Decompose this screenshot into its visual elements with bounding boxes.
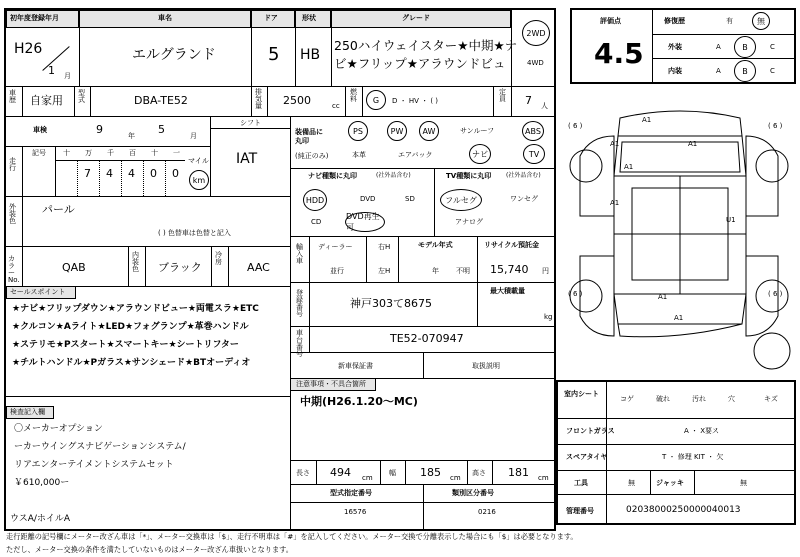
diag-note-2: ( 6 ): [768, 122, 783, 130]
odometer-unit-label: 万: [85, 149, 92, 157]
odometer-digit: 4: [106, 167, 113, 180]
inspector-line-3: リアエンターテイメントシステムセット: [14, 460, 174, 470]
category: 自家用: [30, 94, 63, 107]
jack-none: 無: [740, 479, 747, 487]
new-car-warranty: 新車保証書: [338, 362, 373, 370]
seat-item: 破れ: [656, 395, 670, 403]
interior-c: C: [770, 67, 775, 75]
inspector-line-2: ーカーウイングスナビゲーションシステム/: [14, 442, 186, 452]
repair-label: 修復歴: [664, 17, 685, 25]
first-reg-month-unit: 月: [64, 72, 71, 80]
tv-types-label: TV種類に丸印: [446, 172, 492, 180]
import-left-h: 左H: [378, 267, 391, 275]
sales-line-3: ★ステリモ★Pスタート★スマートキー★シートリフター: [12, 340, 239, 350]
exterior-b: B: [734, 36, 756, 58]
manual: 取扱説明: [472, 362, 500, 370]
tv-types-sub: (社外品含む): [506, 172, 541, 179]
interior-grade-label: 内装: [668, 67, 682, 75]
odometer-unit-label: 十: [151, 149, 158, 157]
import-dealer: ディーラー: [318, 243, 353, 251]
repair-none: 無: [752, 12, 770, 30]
seat-item: キズ: [764, 395, 778, 403]
color-label: 外装色: [9, 203, 16, 225]
height-value: 181: [508, 466, 529, 479]
diag-mark-right-door: U1: [726, 216, 736, 224]
equip-pw: PW: [387, 121, 407, 141]
navi-dvd-play: DVD再生可: [345, 212, 385, 232]
class-no-label: 類別区分番号: [452, 489, 494, 497]
glass-label: フロントガラス: [566, 427, 615, 435]
recycle-label: リサイクル預託金: [484, 241, 540, 249]
ac: AAC: [247, 261, 270, 274]
displacement-label: 排気量: [255, 88, 262, 110]
shape: HB: [300, 47, 321, 63]
navi-dvd: DVD: [360, 195, 376, 203]
shaken-year: 9: [96, 123, 103, 136]
sales-line-4: ★チルトハンドル★Pガラス★サンシェード★BTオーディオ: [12, 358, 251, 368]
repair-yes: 有: [726, 17, 733, 25]
fuel-g: G: [366, 90, 386, 110]
shift: IAT: [236, 151, 258, 167]
tv-oneseg: ワンセグ: [510, 195, 538, 203]
recycle-value: 15,740: [490, 263, 529, 276]
model: DBA-TE52: [134, 94, 188, 107]
interior-a: A: [716, 67, 721, 75]
score: 4.5: [594, 37, 644, 70]
shift-label: シフト: [240, 119, 261, 127]
type-no: 16576: [344, 508, 367, 516]
car-damage-diagram: [560, 96, 798, 374]
class-no: 0216: [478, 508, 496, 516]
mileage-label: 走行: [9, 157, 16, 172]
exterior-c: C: [770, 43, 775, 51]
mgmt-value: 02038000250000040013: [626, 505, 741, 515]
capacity-label: 定員: [499, 88, 506, 103]
car-name: エルグランド: [132, 47, 216, 63]
equipment-sub: (純正のみ): [295, 152, 329, 160]
diag-note-1: ( 6 ): [568, 122, 583, 130]
shaken-year-unit: 年: [128, 132, 135, 140]
diag-mark-rear: A1: [658, 293, 668, 301]
displacement: 2500: [283, 94, 311, 107]
equip-abs: ABS: [522, 121, 544, 141]
navi-cd: CD: [311, 218, 322, 226]
fuel-label: 燃料: [350, 88, 357, 103]
equip-ps: PS: [348, 121, 368, 141]
capacity-unit: 人: [541, 102, 548, 110]
tool-label: 工具: [574, 479, 588, 487]
height-label: 高さ: [472, 469, 486, 477]
shaken-month-unit: 月: [190, 132, 197, 140]
type-no-label: 型式指定番号: [330, 489, 372, 497]
shaken-month: 5: [158, 123, 165, 136]
inspector-line-1: 〇メーカーオプション: [14, 424, 103, 434]
mgmt-label: 管理番号: [566, 507, 594, 515]
glass-value: A ・ X要ス: [684, 427, 720, 435]
diag-note-4: ( 6 ): [768, 290, 783, 298]
km-unit: km: [189, 170, 209, 190]
diag-mark-bumper: A1: [674, 314, 684, 322]
shape-label: 形状: [302, 14, 316, 22]
equip-leather: 本革: [352, 151, 366, 159]
model-year-unit: 年: [432, 267, 439, 275]
max-load-unit: kg: [544, 313, 553, 321]
color-value: パール: [42, 203, 75, 216]
category-label: 車歴: [9, 89, 16, 104]
notes-value: 中期(H26.1.20〜MC): [300, 395, 418, 408]
length-unit: cm: [362, 474, 373, 482]
length-value: 494: [330, 466, 351, 479]
equip-navi: ナビ: [469, 144, 491, 164]
inspector-line-6: ウスA/ホイルA: [10, 514, 71, 524]
max-load-label: 最大積載量: [490, 287, 525, 295]
odometer-unit-label: 一: [173, 149, 180, 157]
registration-value: 神戸303て8675: [350, 297, 432, 310]
seat-item: コゲ: [620, 395, 634, 403]
fuel-options: D ・ HV ・ ( ): [392, 97, 439, 105]
import-label: 輸入車: [296, 243, 303, 265]
frame-label: 車台番号: [296, 329, 303, 358]
odometer-digit: 4: [128, 167, 135, 180]
drive-2wd: 2WD: [522, 20, 550, 46]
inspector-label: 検査記入欄: [10, 408, 45, 416]
grade-line-1: 250ハイウェイスター★中期★ナ: [334, 38, 518, 53]
diag-mark-roof: A1: [610, 199, 620, 207]
interior-b: B: [734, 60, 756, 82]
odometer-digit: 0: [172, 167, 179, 180]
grade-line-2: ビ★フリップ★アラウンドビュ: [334, 56, 506, 71]
diag-mark-front-top: A1: [642, 116, 652, 124]
length-label: 長さ: [296, 469, 310, 477]
seat-label: 室内シート: [564, 390, 599, 398]
grade-label: グレード: [402, 14, 430, 22]
recycle-unit: 円: [542, 267, 549, 275]
sales-line-2: ★クルコン★Aライト★LED★フォグランプ★革巻ハンドル: [12, 322, 249, 332]
spare-value: T ・ 修理 KIT ・ 欠: [662, 453, 724, 461]
diag-mark-left-door: A1: [624, 163, 634, 171]
seat-item: 穴: [728, 395, 735, 403]
import-right-h: 右H: [378, 243, 391, 251]
ac-label: 冷房: [215, 251, 222, 266]
inspector-line-4: ￥610,000ー: [14, 478, 70, 488]
tv-fullseg: フルセグ: [440, 189, 482, 211]
width-label: 幅: [389, 469, 396, 477]
registration-label: 登録番号: [296, 289, 303, 318]
footer-line-2: ただし、メーター交換の条件を満たしていないものはメーター改ざん車扱いとなります。: [6, 545, 293, 554]
model-label: 型式: [78, 89, 85, 104]
navi-types-sub: (社外品含む): [376, 172, 411, 179]
first-reg-era: H26: [14, 41, 43, 57]
diag-note-3: ( 6 ): [568, 290, 583, 298]
seat-item: 汚れ: [692, 395, 706, 403]
height-unit: cm: [538, 474, 549, 482]
spare-label: スペアタイヤ: [566, 453, 608, 461]
equip-aw: AW: [419, 121, 439, 141]
notes-label: 注意事項・不具合箇所: [296, 380, 366, 388]
frame-value: TE52-070947: [390, 332, 464, 345]
sales-line-1: ★ナビ★フリップダウン★アラウンドビュー★両電スラ★ETC: [12, 304, 259, 314]
interior-label: 内装色: [132, 251, 139, 273]
import-parallel: 並行: [330, 267, 344, 275]
model-year-unknown: 不明: [456, 267, 470, 275]
exterior-label: 外装: [668, 43, 682, 51]
equip-airbag: エアバック: [398, 151, 433, 159]
interior: ブラック: [158, 261, 202, 274]
shaken-label: 車検: [33, 126, 47, 134]
tv-analog: アナログ: [455, 218, 483, 226]
tool-none: 無: [628, 479, 635, 487]
color-no: QAB: [62, 261, 86, 274]
navi-types-label: ナビ種類に丸印: [308, 172, 357, 180]
car-name-label: 車名: [158, 14, 172, 22]
mileage-code-label: 記号: [32, 149, 46, 157]
mile-label: マイル: [188, 157, 209, 165]
door-label: ドア: [264, 14, 278, 22]
odometer-digit: 7: [84, 167, 91, 180]
doors: 5: [268, 44, 280, 65]
exterior-a: A: [716, 43, 721, 51]
diag-mark-hood-left: A1: [610, 140, 620, 148]
color-no-label: カラーNo.: [8, 255, 20, 284]
width-value: 185: [420, 466, 441, 479]
first-reg-label: 初年度登録年月: [10, 14, 59, 22]
footer-line-1: 走行距離の記号欄にメーター改ざん車は「*」、メーター交換車は「$」、走行不明車は「#」を記入してください。メーター交換で分離表示した場合にも「$」は必要となります。: [6, 532, 578, 541]
first-reg-month: 1: [48, 64, 55, 77]
diag-mark-hood-right: A1: [688, 140, 698, 148]
score-label: 評価点: [600, 17, 621, 25]
width-unit: cm: [450, 474, 461, 482]
capacity: 7: [525, 94, 532, 107]
drive-4wd: 4WD: [527, 59, 544, 67]
equip-tv: TV: [523, 144, 545, 164]
jack-label: ジャッキ: [656, 479, 684, 487]
equipment-label: 装備品に丸印: [295, 128, 323, 146]
sales-label: セールスポイント: [10, 288, 66, 296]
odometer-digit: 0: [150, 167, 157, 180]
color-note: ( ) 色替車は色替と記入: [158, 229, 231, 237]
odometer-unit-label: 千: [107, 149, 114, 157]
odometer-unit-label: 百: [129, 149, 136, 157]
navi-sd: SD: [405, 195, 415, 203]
odometer-unit-label: 十: [63, 149, 70, 157]
displacement-unit: cc: [332, 102, 340, 110]
model-year-label: モデル年式: [418, 241, 453, 249]
navi-hdd: HDD: [303, 189, 327, 211]
equip-sunroof: サンルーフ: [460, 127, 495, 135]
